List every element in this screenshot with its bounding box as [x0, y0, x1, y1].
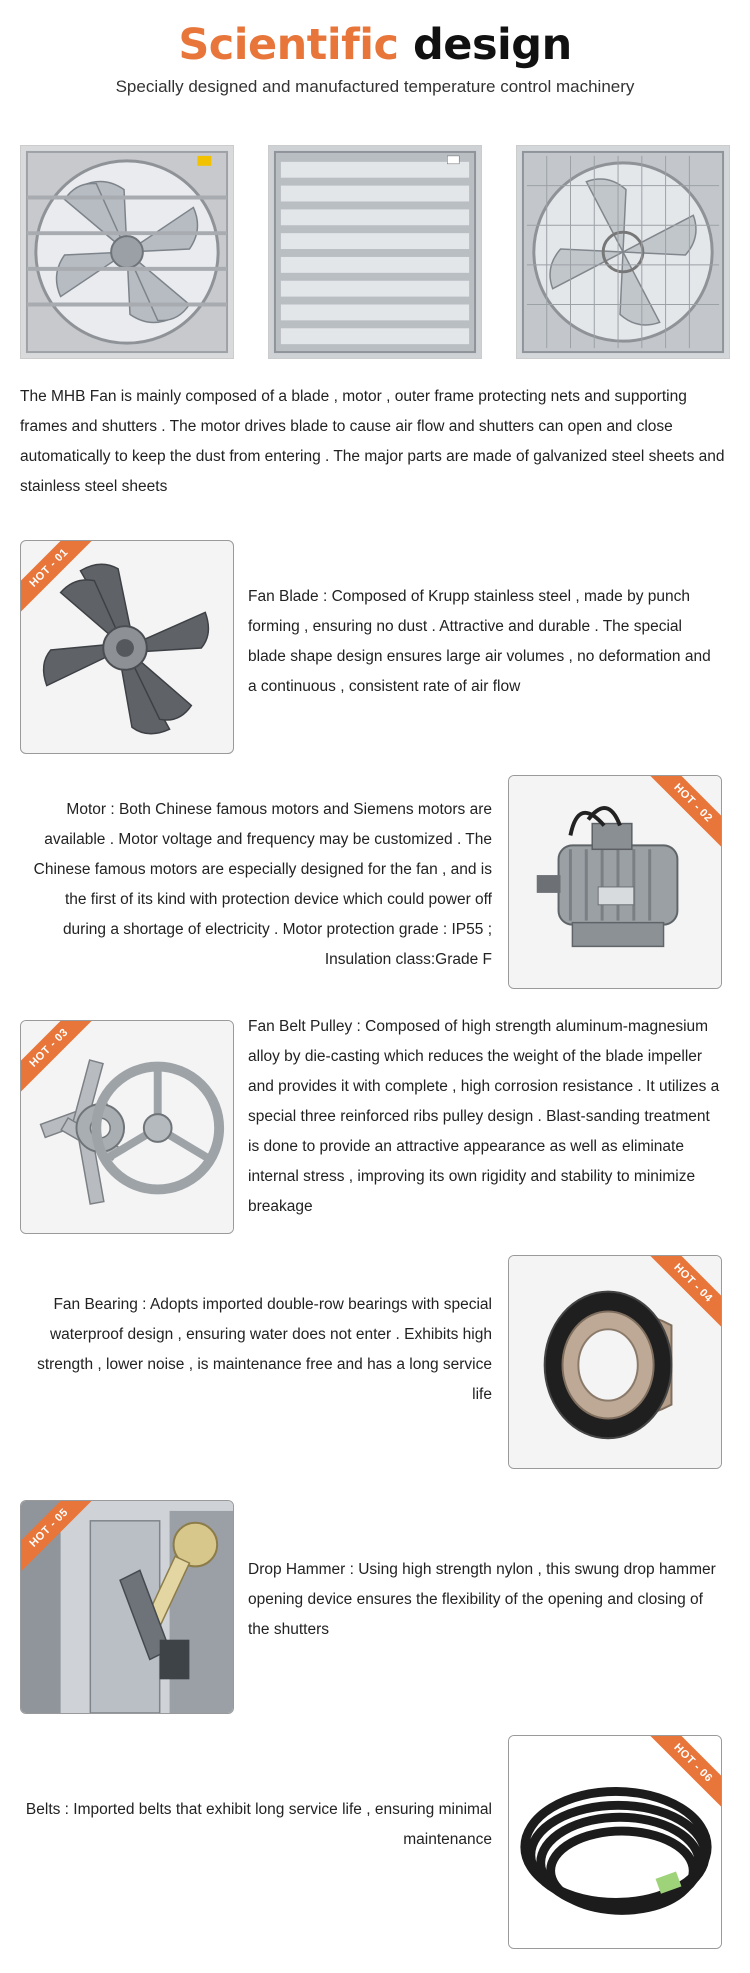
feature-text-motor: Motor : Both Chinese famous motors and Siemens motors are available . Motor voltage and frequency may be customized . The Chinese famous motors are especially designed for the fan , and is the first of its kind with protection device which could power off during a shortage of electricity . Motor protection grade : IP55 ; Insulation class:Grade F	[33, 801, 492, 968]
fan-shutter-image	[268, 145, 482, 359]
page-subtitle: Specially designed and manufactured temperature control machinery	[115, 77, 635, 96]
fan-front-image	[20, 145, 234, 359]
page-title	[0, 14, 750, 76]
feature-badge-03: HOT - 03	[20, 1020, 99, 1098]
feature-card-bearing	[508, 1255, 722, 1469]
feature-text-belt-pulley: Fan Belt Pulley : Composed of high strength aluminum-magnesium alloy by die-casting which reduces the weight of the blade impeller and provides it with complete , high corrosion resistance . It utilizes a special three reinforced ribs pulley design . Blast-sanding treatment is done to provide an attractive appearance as well as eliminate internal stress , improving its own rigidity and stability to minimize breakage	[248, 1018, 720, 1215]
feature-badge-06: HOT - 06	[643, 1735, 722, 1813]
intro-paragraph: The MHB Fan is mainly composed of a blade , motor , outer frame protecting nets and supporting frames and shutters . The motor drives blade to cause air flow and shutters can open and close automatically to keep the dust from entering . The major parts are made of galvanized steel sheets and stainless steel sheets	[20, 388, 725, 495]
feature-badge-02: HOT - 02	[643, 775, 722, 853]
feature-badge-05: HOT - 05	[20, 1500, 99, 1578]
feature-badge-01: HOT - 01	[20, 540, 99, 618]
feature-text-fan-blade: Fan Blade : Composed of Krupp stainless steel , made by punch forming , ensuring no dust . Attractive and durable . The special blade shape design ensures large air volumes , no deformation and a continuous , consistent rate of air flow	[248, 588, 711, 695]
fan-back-image	[516, 145, 730, 359]
feature-badge-04: HOT - 04	[643, 1255, 722, 1333]
feature-card-belts	[508, 1735, 722, 1949]
title-rest: design	[413, 20, 572, 70]
fan-back-illustration	[517, 146, 729, 358]
feature-card-fan-blade	[20, 540, 234, 754]
feature-card-motor	[508, 775, 722, 989]
feature-text-belts: Belts : Imported belts that exhibit long service life , ensuring minimal maintenance	[25, 1801, 492, 1848]
feature-card-drop-hammer	[20, 1500, 234, 1714]
feature-card-belt-pulley	[20, 1020, 234, 1234]
title-accent: Scientific	[178, 20, 399, 70]
fan-front-illustration	[21, 146, 233, 358]
fan-shutter-illustration	[269, 146, 481, 358]
feature-text-bearing: Fan Bearing : Adopts imported double-row bearings with special waterproof design , ensuring water does not enter . Exhibits high strength , lower noise , is maintenance free and has a long service life	[37, 1296, 492, 1403]
feature-text-drop-hammer: Drop Hammer : Using high strength nylon , this swung drop hammer opening device ensures the flexibility of the opening and closing of the shutters	[248, 1561, 716, 1638]
